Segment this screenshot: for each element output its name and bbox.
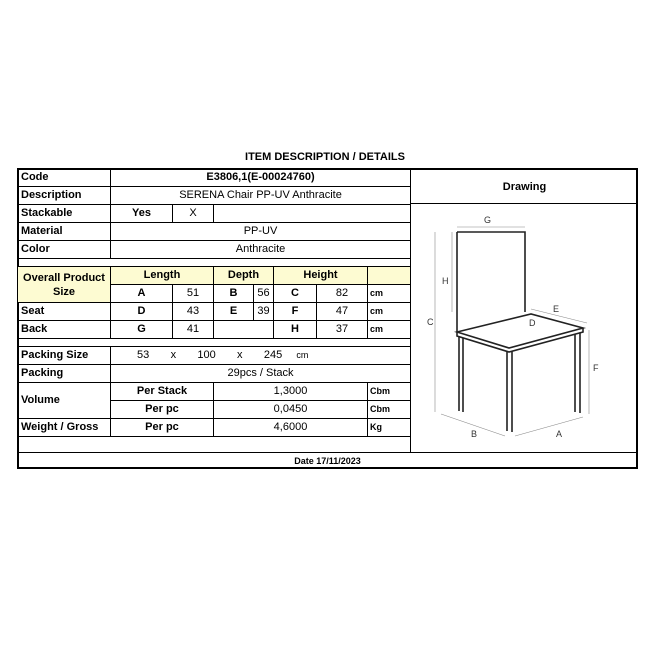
weight-per-pc-label: Per pc xyxy=(111,419,214,437)
code-value: E3806,1(E-00024760) xyxy=(111,169,411,187)
drawing-title: Drawing xyxy=(410,168,638,204)
label-e: E xyxy=(553,304,560,314)
dim-d-value: 43 xyxy=(173,303,214,321)
dim-a-letter: A xyxy=(111,285,173,303)
back-empty xyxy=(214,321,274,339)
material-row xyxy=(18,223,411,241)
chair-drawing xyxy=(411,204,637,450)
weight-unit: Kg xyxy=(368,419,411,437)
packing-row xyxy=(18,365,411,383)
packing-size-value xyxy=(111,347,411,365)
label-c: C xyxy=(427,317,434,327)
packing-size-x2: x xyxy=(237,349,243,361)
height-header: Height xyxy=(274,267,368,285)
header-empty xyxy=(368,267,411,285)
drawing-area xyxy=(410,204,638,452)
label-g: G xyxy=(484,215,492,225)
label-a: A xyxy=(556,429,563,439)
dim-g-value: 41 xyxy=(173,321,214,339)
dim-f-letter: F xyxy=(274,303,317,321)
packing-size-row xyxy=(18,347,411,365)
stackable-label: Stackable xyxy=(18,205,111,223)
spec-table-wrap xyxy=(17,168,410,452)
depth-header: Depth xyxy=(214,267,274,285)
label-f: F xyxy=(593,363,599,373)
dim-c-letter: C xyxy=(274,285,317,303)
material-label: Material xyxy=(18,223,111,241)
packing-label: Packing xyxy=(18,365,111,383)
page-title: ITEM DESCRIPTION / DETAILS xyxy=(245,151,405,163)
per-stack-label: Per Stack xyxy=(111,383,214,401)
dim-d-letter: D xyxy=(111,303,173,321)
description-label: Description xyxy=(18,187,111,205)
dim-h-value: 37 xyxy=(317,321,368,339)
description-value: SERENA Chair PP-UV Anthracite xyxy=(111,187,411,205)
dim-e-value: 39 xyxy=(254,303,274,321)
per-stack-unit: Cbm xyxy=(368,383,411,401)
spec-table xyxy=(17,168,411,437)
material-value: PP-UV xyxy=(111,223,411,241)
date-footer: Date 17/11/2023 xyxy=(17,452,638,469)
per-pc-value: 0,0450 xyxy=(214,401,368,419)
chair-back-frame xyxy=(457,232,525,312)
code-row xyxy=(18,169,411,187)
overall-unit: cm xyxy=(368,285,411,303)
volume-stack-row xyxy=(18,383,411,401)
dim-b-letter: B xyxy=(214,285,254,303)
packing-size-v2: 100 xyxy=(197,349,216,361)
volume-label: Volume xyxy=(18,383,111,419)
color-label: Color xyxy=(18,241,111,259)
color-value: Anthracite xyxy=(111,241,411,259)
code-label: Code xyxy=(18,169,111,187)
dim-h-letter: H xyxy=(274,321,317,339)
seat-label: Seat xyxy=(18,303,111,321)
weight-value: 4,6000 xyxy=(214,419,368,437)
label-h: H xyxy=(442,276,449,286)
description-row xyxy=(18,187,411,205)
chair-seat xyxy=(457,314,583,348)
back-unit: cm xyxy=(368,321,411,339)
back-label: Back xyxy=(18,321,111,339)
weight-label: Weight / Gross xyxy=(18,419,111,437)
packing-value: 29pcs / Stack xyxy=(111,365,411,383)
color-row xyxy=(18,241,411,259)
label-d: D xyxy=(529,318,536,328)
overall-size-label: Overall Product Size xyxy=(18,267,111,303)
dim-c-value: 82 xyxy=(317,285,368,303)
dim-e-letter: E xyxy=(214,303,254,321)
length-header: Length xyxy=(111,267,214,285)
dim-line-a xyxy=(515,417,583,436)
per-pc-label: Per pc xyxy=(111,401,214,419)
weight-row xyxy=(18,419,411,437)
back-row xyxy=(18,321,411,339)
dim-g-letter: G xyxy=(111,321,173,339)
dim-a-value: 51 xyxy=(173,285,214,303)
overall-header-row xyxy=(18,267,411,285)
seat-row xyxy=(18,303,411,321)
packing-size-unit: cm xyxy=(296,350,309,360)
seat-unit: cm xyxy=(368,303,411,321)
stackable-mark: X xyxy=(173,205,214,223)
per-pc-unit: Cbm xyxy=(368,401,411,419)
stackable-row xyxy=(18,205,411,223)
stackable-yes: Yes xyxy=(111,205,173,223)
label-b: B xyxy=(471,429,478,439)
dim-f-value: 47 xyxy=(317,303,368,321)
packing-size-x1: x xyxy=(170,349,177,361)
packing-size-v1: 53 xyxy=(137,349,150,361)
packing-size-v3: 245 xyxy=(263,349,283,361)
chair-seat-edge xyxy=(457,328,583,352)
packing-size-label: Packing Size xyxy=(18,347,111,365)
stackable-empty xyxy=(214,205,411,223)
per-stack-value: 1,3000 xyxy=(214,383,368,401)
dim-b-value: 56 xyxy=(254,285,274,303)
